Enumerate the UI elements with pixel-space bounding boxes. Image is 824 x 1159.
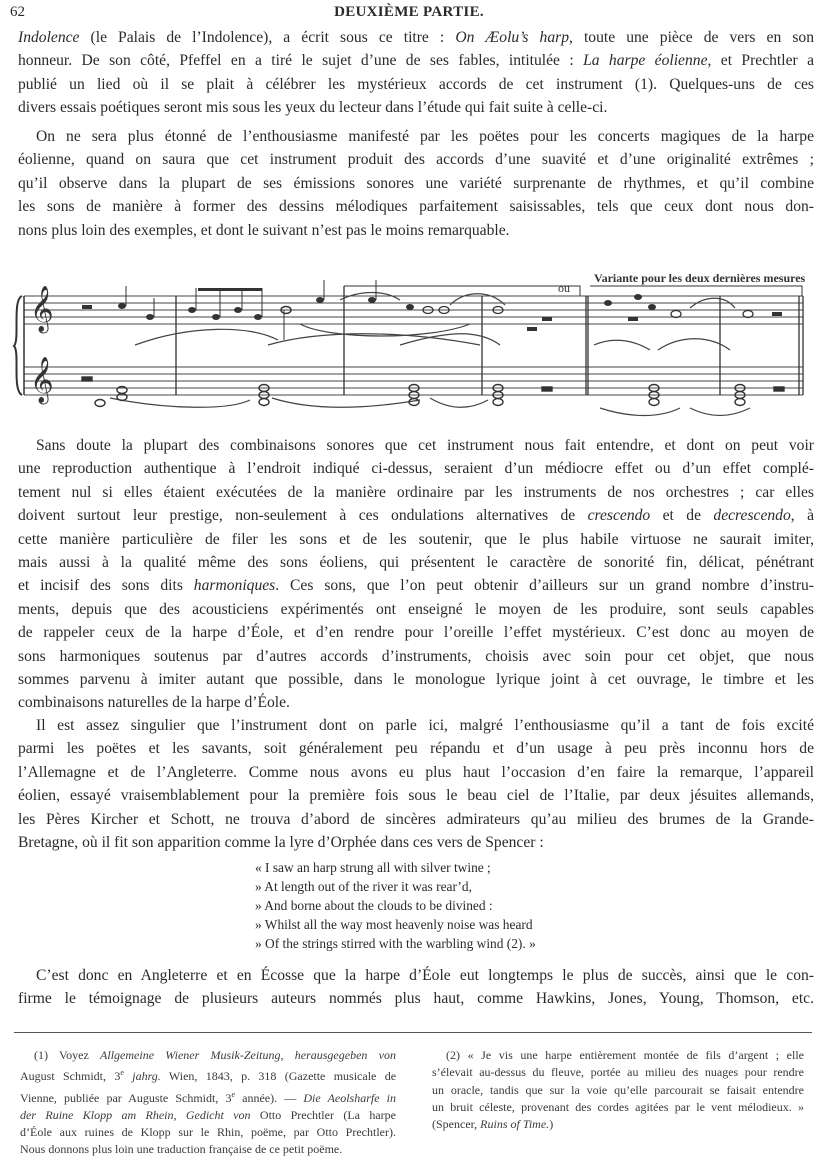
text-run: divers essais poétiques seront mis sous les yeux du lecteur dans l’étude qui fait suite à celle-ci. bbox=[18, 99, 608, 117]
italic-title: der Ruine Klopp am Rhein, Gedicht von bbox=[20, 1107, 251, 1122]
text-run: combinaisons naturelles de la harpe d’Éole. bbox=[18, 694, 290, 712]
text-run: (1) Voyez bbox=[34, 1048, 101, 1062]
text-line: Il est assez singulier que l’instrument dont on parle ici, malgré l’enthousiasme qu’il a tant de fois excité bbox=[36, 717, 814, 734]
text-line bbox=[18, 691, 814, 714]
footnote-line bbox=[432, 1099, 804, 1116]
poem-line: » And borne about the clouds to be divined : bbox=[255, 898, 493, 913]
footnote-line bbox=[432, 1047, 804, 1064]
text-run: sons harmoniques soutenus par d’autres accords d’instruments, choisis avec soin pour cet objet, que nous bbox=[18, 647, 814, 665]
ties-and-slurs bbox=[110, 293, 750, 416]
italic-term: herausgegeben von bbox=[294, 1048, 396, 1062]
text-run: Nous donnons plus loin une traduction française de ce petit poëme. bbox=[20, 1142, 343, 1157]
text-line: qu’il observe dans la plupart de ses émissions sonores une variété surprenante de rhythmes, et qu’il combine bbox=[18, 174, 814, 192]
text-run: . Ces sons, que l’on peut obtenir d’ailleurs sur un grand nombre d’instru- bbox=[275, 577, 814, 595]
text-run: cette manière particulière de filer les sons et de les soutenir, que le plus habile virtuose ne saurait imiter, bbox=[18, 530, 814, 548]
music-example bbox=[10, 260, 810, 420]
text-run: , toute une pièce de vers en son bbox=[569, 29, 814, 46]
paragraph-4 bbox=[18, 714, 814, 854]
text-run: année). — bbox=[235, 1090, 304, 1105]
text-run: ) bbox=[549, 1117, 554, 1132]
italic-term: harmoniques bbox=[193, 577, 276, 595]
text-run: (le Palais de l’Indolence), a écrit sous ce titre : bbox=[79, 29, 456, 46]
text-line: nons plus loin des exemples, et dont le suivant n’est pas le moins remarquable. bbox=[18, 221, 510, 239]
text-run: un bruit céleste, provenant des cordes agitées par le vent mélodieux. » bbox=[432, 1099, 804, 1114]
treble-clef-icon: 𝄞 bbox=[30, 286, 54, 332]
footnote-line bbox=[432, 1082, 804, 1099]
text-line: les sons de manière à former des dessins mélodiques parfaitement saisissables, tels que ceux dont nous don- bbox=[18, 198, 814, 216]
footnote-line bbox=[432, 1064, 804, 1081]
footnote-line bbox=[20, 1086, 396, 1107]
text-run: ments, depuis que des acousticiens expérimentés ont enseigné le moyen de les produire, sont seuls capables bbox=[18, 600, 814, 618]
superscript: e bbox=[231, 1089, 236, 1099]
text-line: On ne sera plus étonné de l’enthousiasme manifesté par les poëtes pour les concerts magiques de la harpe bbox=[36, 128, 814, 145]
italic-title: Allgemeine Wiener Musik-Zeitung bbox=[100, 1048, 281, 1062]
text-run bbox=[124, 1069, 132, 1083]
music-score bbox=[10, 260, 810, 420]
text-run: publié un lied où il se plait à célébrer les mystérieux accords de cet instrument (1). Quelques-uns de ces bbox=[18, 75, 814, 93]
variant-bracket bbox=[590, 286, 802, 296]
italic-title: Die Aeolsharfe in bbox=[303, 1090, 396, 1105]
treble-clef-icon: 𝄞 bbox=[30, 357, 54, 403]
italic-title: On Æolu’s harp bbox=[455, 29, 569, 46]
brace-icon bbox=[14, 296, 22, 395]
text-line bbox=[18, 504, 814, 527]
text-run: tement nul si elles étaient exécutées de la manière ordinaire par les instruments de nos orchestres ; car elles bbox=[18, 483, 814, 501]
poem-line: « I saw an harp strung all with silver twine ; bbox=[255, 860, 491, 875]
poem-quote bbox=[255, 858, 536, 953]
text-line: C’est donc en Angleterre et en Écosse que la harpe d’Éole eut longtemps le plus de succès, ainsi que le con- bbox=[36, 967, 814, 984]
italic-title: Ruins of Time. bbox=[480, 1117, 550, 1132]
text-line bbox=[18, 49, 814, 72]
text-line bbox=[18, 96, 814, 119]
or-label: ou bbox=[558, 281, 570, 295]
text-run: mais aussi à la qualité même des sons éoliens, qui présentent le caractère de sonorité fin, délicat, pénétrant bbox=[18, 554, 814, 572]
italic-term: decrescendo bbox=[713, 507, 791, 525]
text-run: Wien, 1843, p. 318 (Gazette musicale de bbox=[160, 1069, 397, 1084]
page-number: 62 bbox=[10, 4, 25, 20]
text-line bbox=[18, 26, 814, 49]
text-line: parmi les poëtes et les savants, soit généralement peu répandu et d’un usage à peu près inconnu hors de bbox=[18, 740, 814, 758]
paragraph-3 bbox=[18, 434, 814, 715]
text-run: et incisif des sons dits bbox=[18, 577, 194, 595]
text-line bbox=[18, 598, 814, 621]
italic-title: La harpe éolienne bbox=[583, 52, 708, 70]
text-line: firme le témoignage de plusieurs auteurs nommés plus haut, comme Hawkins, Jones, Young, Thomson, etc. bbox=[18, 990, 814, 1008]
paragraph-5 bbox=[18, 964, 814, 1011]
page-header bbox=[10, 4, 808, 24]
ending-bracket bbox=[344, 286, 580, 296]
footnote-line bbox=[20, 1047, 396, 1064]
text-line bbox=[18, 457, 814, 480]
text-line bbox=[18, 574, 814, 597]
text-run: Otto Prechtler (La harpe bbox=[250, 1107, 396, 1122]
text-line: éolienne, quand on saura que cet instrument produit des accords d’une suavité et d’une originalité extrêmes ; bbox=[18, 151, 814, 169]
text-run: s’élevait au-dessus du fleuve, portée au milieu des nuages pour rendre bbox=[432, 1065, 804, 1080]
text-line: l’Allemagne et de l’Angleterre. Comme nous avons eu plus haut l’occasion d’en faire la remarque, l’appareil bbox=[18, 763, 814, 781]
text-run: Sans doute la plupart des combinaisons sonores que cet instrument nous fait entendre, et dont on peut voir bbox=[36, 437, 814, 454]
poem-line: » Whilst all the way most heavenly noise was heard bbox=[255, 917, 533, 932]
text-run: August Schmidt, 3 bbox=[20, 1069, 121, 1084]
paragraph-1 bbox=[18, 26, 814, 120]
footnote-2 bbox=[432, 1047, 804, 1133]
text-line bbox=[18, 434, 814, 457]
footnote-rule bbox=[14, 1032, 812, 1033]
text-run: honneur. De son côté, Pfeffel en a tiré le sujet d’une de ses fables, intitulée : bbox=[18, 52, 584, 70]
footnote-line bbox=[20, 1107, 396, 1124]
text-line bbox=[18, 621, 814, 644]
text-line: les Pères Kircher et Schott, ne trouva d’abord de sincères admirateurs qu’au milieu des brumes de la Grande- bbox=[18, 810, 814, 828]
text-line bbox=[18, 73, 814, 96]
italic-title: Indolence bbox=[18, 29, 80, 46]
text-run: (2) « Je vis une harpe entièrement montée de fils d’argent ; elle bbox=[446, 1048, 804, 1062]
text-run: (Spencer, bbox=[432, 1117, 481, 1132]
text-line bbox=[18, 645, 814, 668]
text-run: de rappeler ceux de la harpe d’Éole, et d’en rendre pour l’oreille l’effet mystérieux. C’est donc au moyen de bbox=[18, 624, 814, 642]
text-run: une reproduction authentique à l’endroit indiqué ci-dessus, seraient d’un médiocre effet ou d’un effet complé- bbox=[18, 460, 814, 478]
text-run: doivent surtout leur prestige, non-seulement à ces ondulations alternatives de bbox=[18, 507, 588, 525]
footnote-1 bbox=[20, 1047, 396, 1159]
variant-label: Variante pour les deux dernières mesures bbox=[594, 271, 806, 285]
footnote-line bbox=[20, 1124, 396, 1141]
text-line bbox=[18, 528, 814, 551]
upper-staff bbox=[24, 296, 803, 324]
footnote-line bbox=[432, 1116, 804, 1133]
text-line bbox=[18, 551, 814, 574]
text-run: , et Prechtler a bbox=[707, 52, 814, 70]
text-line: éolien, essayé vraisemblablement pour la première fois sous le beau ciel de l’Italie, par deux jésuites allemands, bbox=[18, 787, 814, 805]
text-run: Vienne, publiée par Auguste Schmidt, 3 bbox=[20, 1090, 232, 1105]
italic-term: jahrg. bbox=[132, 1069, 161, 1084]
poem-line: » Of the strings stirred with the warbling wind (2). » bbox=[255, 936, 536, 951]
text-run: sommes parvenu à imiter autant que possible, dans le monologue lyrique joint à cet ouvrage, le timbre et les bbox=[18, 671, 814, 689]
text-run: et de bbox=[650, 507, 714, 525]
superscript: e bbox=[120, 1068, 124, 1078]
text-line bbox=[18, 668, 814, 691]
text-line: Bretagne, où il fit son apparition comme la lyre d’Orphée dans ces vers de Spencer : bbox=[18, 834, 544, 852]
poem-line: » At length out of the river it was rear’d, bbox=[255, 879, 472, 894]
running-head: DEUXIÈME PARTIE. bbox=[334, 4, 484, 20]
paragraph-2 bbox=[18, 125, 814, 242]
text-run: d’Éole aux ruines de Klopp sur le Rhin, poëme, par Otto Prechtler). bbox=[20, 1125, 396, 1140]
text-line bbox=[18, 481, 814, 504]
footnote-line bbox=[20, 1064, 396, 1085]
italic-term: crescendo bbox=[587, 507, 651, 525]
text-run: un oracle, tandis que sur la voie qu’elle parcourait se faisait entendre bbox=[432, 1082, 804, 1097]
text-run: , bbox=[280, 1048, 295, 1062]
text-run: , à bbox=[790, 507, 815, 525]
footnote-line bbox=[20, 1141, 396, 1158]
